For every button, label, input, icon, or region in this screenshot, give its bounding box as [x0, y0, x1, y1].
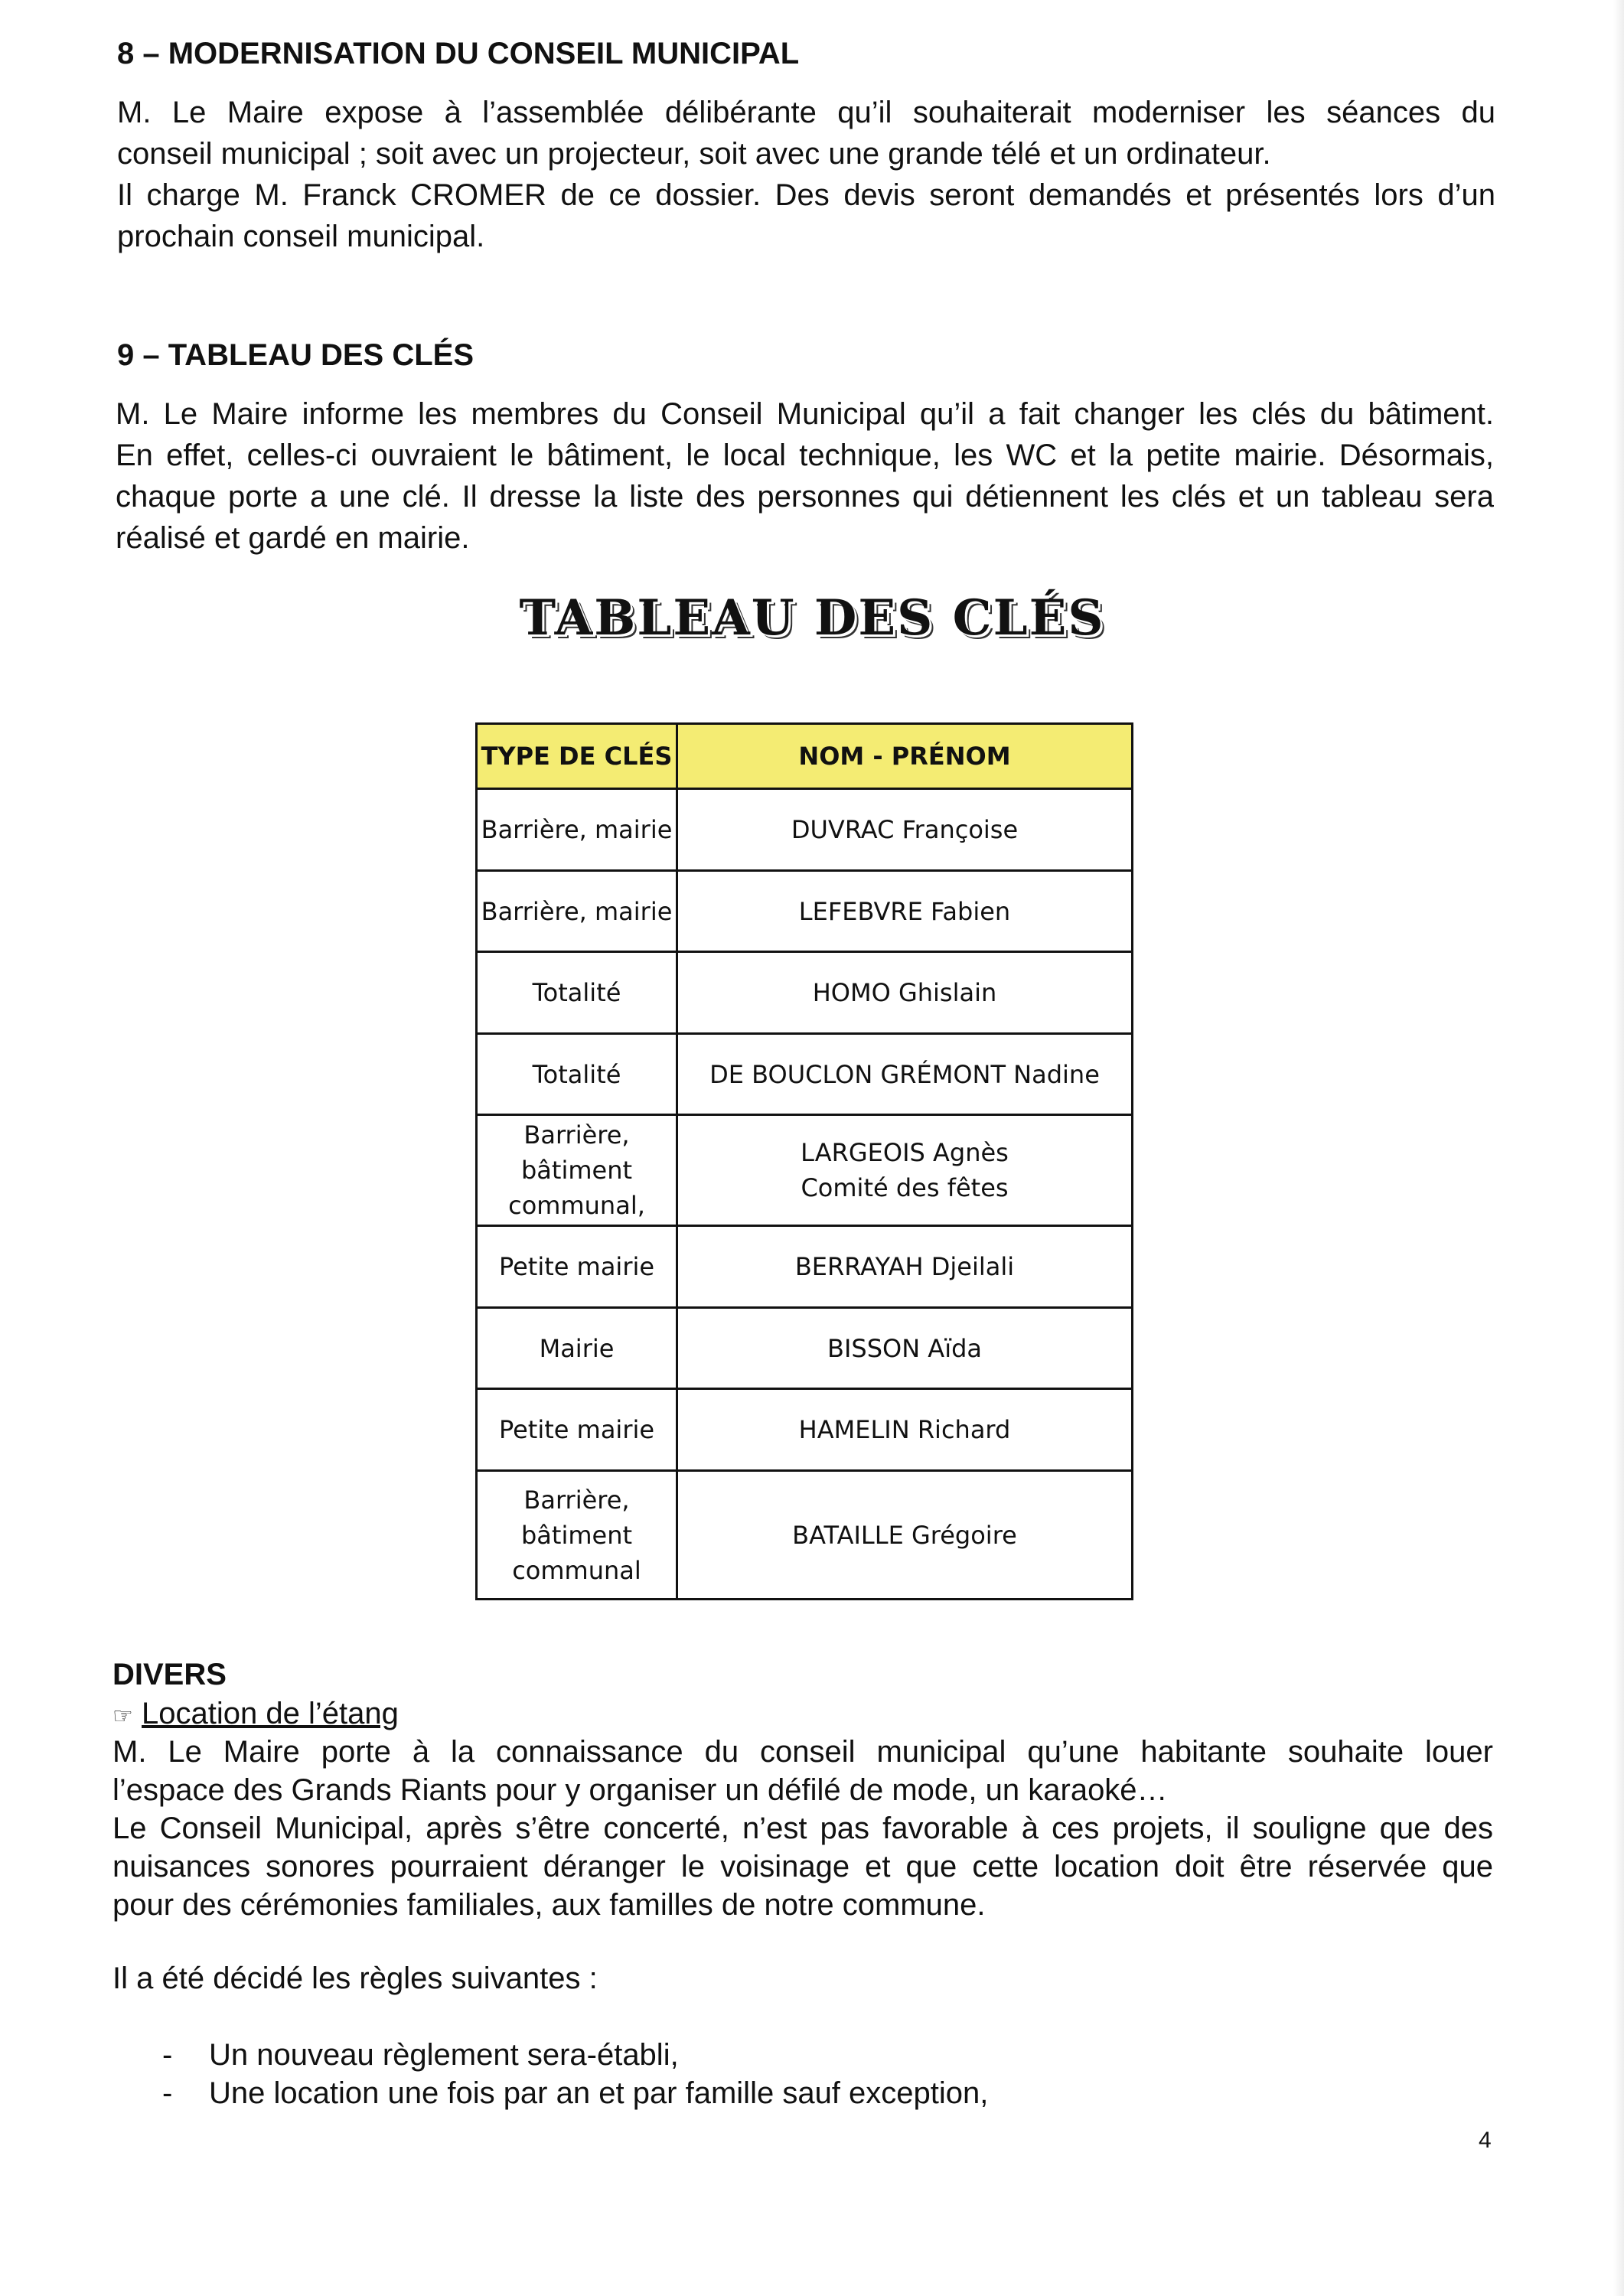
- cell-name: BATAILLE Grégoire: [677, 1471, 1133, 1600]
- table-row: [477, 1471, 1133, 1600]
- rules-intro: Il a été décidé les règles suivantes :: [113, 1962, 598, 1995]
- cell-name: LARGEOIS Agnès Comité des fêtes: [677, 1115, 1133, 1226]
- table-header-row: [477, 724, 1133, 789]
- table-row: [477, 1115, 1133, 1226]
- paragraph-line: prochain conseil municipal.: [117, 220, 485, 253]
- cell-name: BISSON Aïda: [677, 1308, 1133, 1389]
- paragraph-line: M. Le Maire expose à l’assemblée délibérante qu’il souhaiterait moderniser les séances du: [117, 96, 1495, 129]
- column-header-name: NOM - PRÉNOM: [677, 724, 1133, 789]
- table-row: [477, 1226, 1133, 1308]
- cell-key-type: Mairie: [477, 1308, 677, 1389]
- cell-key-type: Petite mairie: [477, 1389, 677, 1471]
- table-row: [477, 1034, 1133, 1115]
- paragraph-line: chaque porte a une clé. Il dresse la liste des personnes qui détiennent les clés et un tableau sera: [116, 480, 1494, 514]
- paragraph-line: conseil municipal ; soit avec un projecteur, soit avec une grande télé et un ordinateur.: [117, 137, 1271, 171]
- section-9-heading: 9 – TABLEAU DES CLÉS: [117, 338, 474, 372]
- paragraph-line: Le Conseil Municipal, après s’être concerté, n’est pas favorable à ces projets, il souligne que des: [113, 1812, 1493, 1845]
- paragraph-line: l’espace des Grands Riants pour y organiser un défilé de mode, un karaoké…: [113, 1773, 1168, 1807]
- list-bullet: -: [162, 2076, 173, 2110]
- table-row: [477, 952, 1133, 1034]
- list-bullet: -: [162, 2038, 173, 2072]
- rule-item: Un nouveau règlement sera-établi,: [209, 2038, 679, 2072]
- section-8-heading: 8 – MODERNISATION DU CONSEIL MUNICIPAL: [117, 37, 800, 70]
- cell-name: BERRAYAH Djeilali: [677, 1226, 1133, 1308]
- cell-key-type: Barrière, mairie: [477, 871, 677, 952]
- paragraph-line: M. Le Maire porte à la connaissance du conseil municipal qu’une habitante souhaite louer: [113, 1735, 1493, 1769]
- cell-name: DE BOUCLON GRÉMONT Nadine: [677, 1034, 1133, 1115]
- cell-key-type: Barrière, bâtiment communal,: [477, 1115, 677, 1226]
- cell-key-type: Petite mairie: [477, 1226, 677, 1308]
- cell-name: DUVRAC Françoise: [677, 789, 1133, 871]
- divers-heading: DIVERS: [113, 1658, 227, 1691]
- paragraph-line: En effet, celles-ci ouvraient le bâtiment, le local technique, les WC et la petite mairie. Désormais,: [116, 439, 1494, 472]
- page-number: 4: [1479, 2128, 1492, 2153]
- paragraph-line: nuisances sonores pourraient déranger le voisinage et que cette location doit être réservée que: [113, 1850, 1493, 1883]
- location-etang-subheading: Location de l’étang: [142, 1697, 399, 1730]
- table-row: [477, 789, 1133, 871]
- table-row: [477, 1389, 1133, 1471]
- paragraph-line: Il charge M. Franck CROMER de ce dossier. Des devis seront demandés et présentés lors d’un: [117, 178, 1495, 212]
- paragraph-line: réalisé et gardé en mairie.: [116, 521, 470, 555]
- paragraph-line: pour des cérémonies familiales, aux familles de notre commune.: [113, 1888, 986, 1922]
- cell-name: HOMO Ghislain: [677, 952, 1133, 1034]
- cell-name: HAMELIN Richard: [677, 1389, 1133, 1471]
- column-header-key-type: TYPE DE CLÉS: [477, 724, 677, 789]
- keys-table-title: TABLEAU DES CLÉS: [519, 589, 1105, 647]
- paragraph-line: M. Le Maire informe les membres du Conseil Municipal qu’il a fait changer les clés du bâtiment.: [116, 397, 1494, 431]
- rule-item: Une location une fois par an et par famille sauf exception,: [209, 2076, 989, 2110]
- cell-key-type: Barrière, bâtiment communal: [477, 1471, 677, 1600]
- page-edge: [1613, 0, 1624, 2296]
- cell-key-type: Totalité: [477, 952, 677, 1034]
- table-row: [477, 871, 1133, 952]
- cell-key-type: Totalité: [477, 1034, 677, 1115]
- keys-table: [475, 722, 1133, 1600]
- pointing-hand-icon: ☞: [113, 1704, 133, 1729]
- table-row: [477, 1308, 1133, 1389]
- cell-key-type: Barrière, mairie: [477, 789, 677, 871]
- cell-name: LEFEBVRE Fabien: [677, 871, 1133, 952]
